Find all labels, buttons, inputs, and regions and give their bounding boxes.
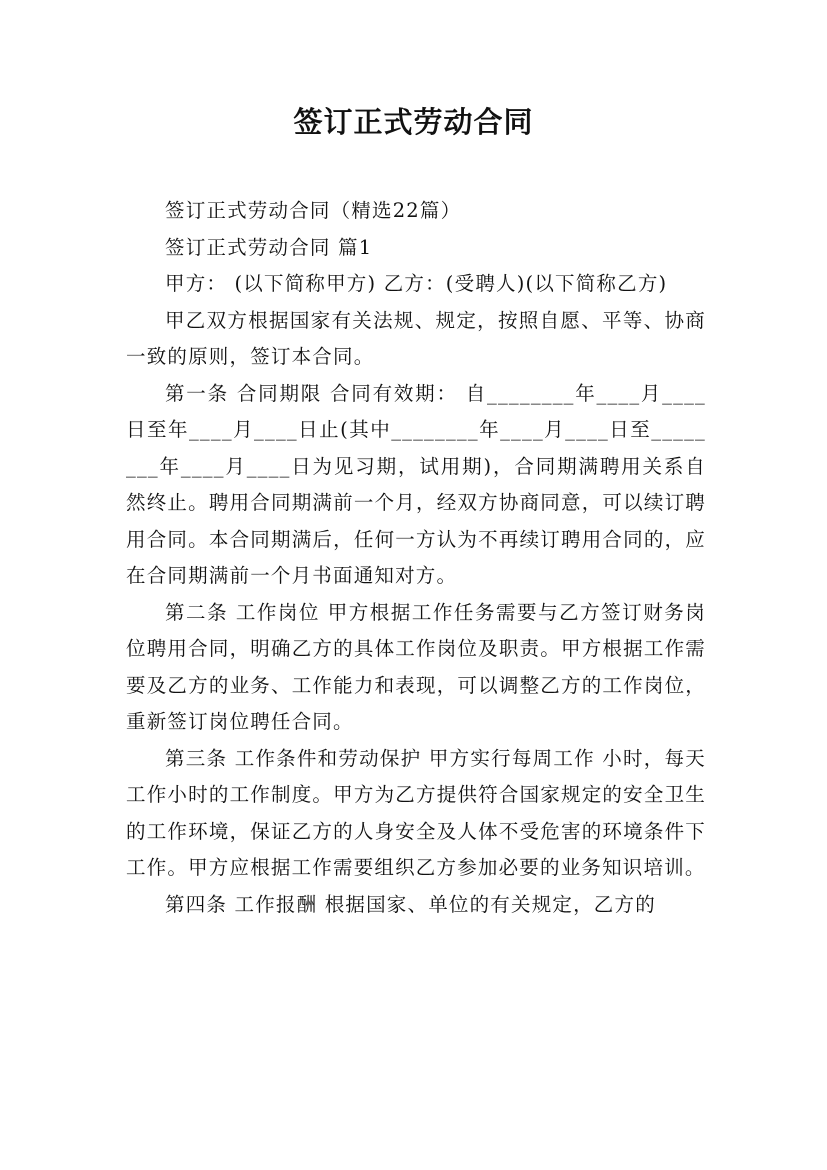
paragraph-article-1: 第一条 合同期限 合同有效期： 自________年____月____日至年____月____日止(其中________年____月____日至________年____月____日为见习期，试用期)，合同期满聘用关系自然终止。聘用合同期满前一个月，经双方协商同意，可以续订聘用合同。本合同期满后，任何一方认为不再续订聘用合同的，应在合同期满前一个月书面通知对方。 xyxy=(126,381,706,587)
paragraph-subtitle: 签订正式劳动合同（精选22篇） xyxy=(165,199,462,222)
paragraph-article-2: 第二条 工作岗位 甲方根据工作任务需要与乙方签订财务岗位聘用合同，明确乙方的具体工作岗位及职责。甲方根据工作需要及乙方的业务、工作能力和表现，可以调整乙方的工作岗位，重新签订岗位聘任合同。 xyxy=(126,600,706,733)
paragraph-preamble: 甲乙双方根据国家有关法规、规定，按照自愿、平等、协商一致的原则，签订本合同。 xyxy=(126,308,706,368)
document-title: 签订正式劳动合同 xyxy=(293,105,534,139)
paragraph-section-heading: 签订正式劳动合同 篇1 xyxy=(165,235,373,259)
document-body xyxy=(126,193,706,923)
paragraph-parties: 甲方： (以下简称甲方) 乙方：(受聘人)(以下简称乙方) xyxy=(165,272,668,295)
paragraph-article-4: 第四条 工作报酬 根据国家、单位的有关规定，乙方的 xyxy=(165,892,656,916)
paragraph-article-3: 第三条 工作条件和劳动保护 甲方实行每周工作 小时，每天工作小时的工作制度。甲方为乙方提供符合国家规定的安全卫生的工作环境，保证乙方的人身安全及人体不受危害的环境条件下工作。甲方应根据工作需要组织乙方参加必要的业务知识培训。 xyxy=(126,746,706,879)
